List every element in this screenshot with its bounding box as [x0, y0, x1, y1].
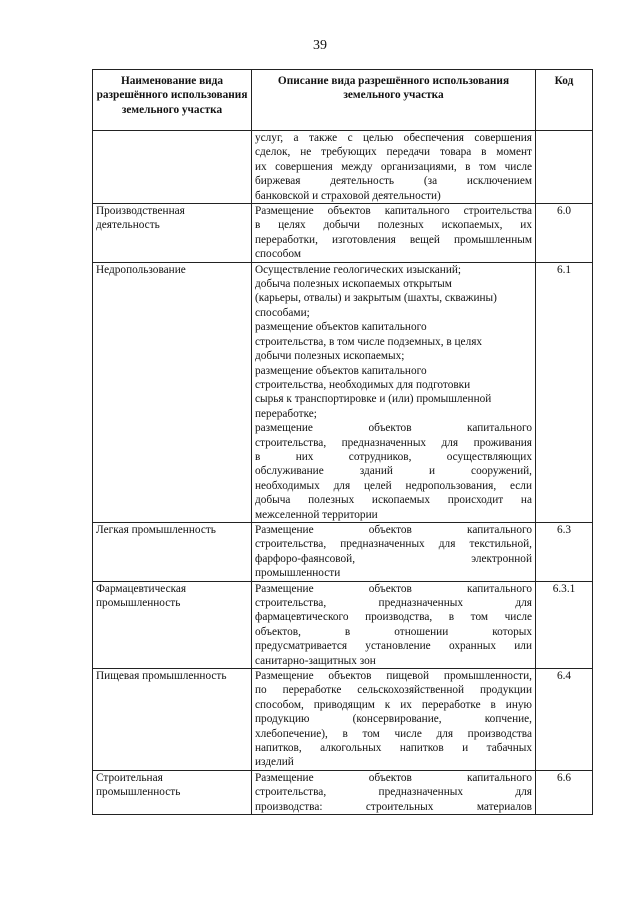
description-line: размещение объектов капитального [255, 364, 427, 377]
description-line: Осуществление геологических изысканий; [255, 263, 462, 276]
page-number: 39 [313, 38, 327, 53]
table-row [93, 131, 593, 204]
description-line: Размещение объектов капитального строительства [255, 205, 532, 218]
description-line: Размещение объектов пищевой промышленности, [255, 670, 532, 683]
description-line: переработке; [255, 407, 317, 420]
description-line: способами; [255, 306, 310, 319]
description-line: в них сотрудников, осуществляющих [255, 450, 532, 463]
table-header-row [93, 70, 593, 131]
description-line: (карьеры, отвалы) и закрытым (шахты, скважины) [255, 292, 497, 305]
description-line: напитков, алкогольных напитков и табачных [255, 742, 532, 755]
description-line: строительства, предназначенных для текстильной, [255, 538, 532, 551]
description-line: Размещение объектов капитального [255, 523, 532, 536]
header-name: Наименование вида разрешённого использования земельного участка [93, 70, 252, 131]
land-use-name: Фармацевтическая промышленность [93, 581, 252, 668]
description-line: их совершения между организациями, в том числе [255, 160, 532, 173]
land-use-description [252, 669, 536, 771]
land-use-name [93, 131, 252, 204]
description-line: продукцию (консервирование, копчение, [255, 713, 532, 726]
header-description: Описание вида разрешённого использования земельного участка [252, 70, 536, 131]
description-line: услуг, а также с целью обеспечения совершения [255, 132, 532, 144]
description-line: строительства, необходимых для подготовки [255, 378, 471, 391]
description-line: способом [255, 248, 301, 261]
description-line: фарфоро-фаянсовой, электронной [255, 552, 532, 565]
description-line: банковской и страховой деятельности) [255, 189, 441, 202]
description-line: необходимых для целей недропользования, если [255, 479, 532, 492]
land-use-name: Строительная промышленность [93, 770, 252, 814]
description-line: производства: строительных материалов [255, 800, 532, 813]
land-use-table [92, 69, 593, 815]
land-use-code: 6.3 [536, 522, 593, 581]
description-line: размещение объектов капитального [255, 321, 427, 334]
description-line: промышленности [255, 567, 341, 580]
description-line: хлебопечение), в том числе для производства [255, 727, 532, 740]
land-use-name: Недропользование [93, 262, 252, 522]
land-use-code: 6.0 [536, 204, 593, 263]
table-row [93, 669, 593, 771]
land-use-code: 6.3.1 [536, 581, 593, 668]
description-line: размещение объектов капитального [255, 422, 532, 435]
description-line: добыча полезных ископаемых происходит на [255, 494, 532, 507]
table-row [93, 262, 593, 522]
description-line: биржевая деятельность (за исключением [255, 175, 532, 188]
table-row [93, 770, 593, 814]
description-line: способом, приводящим к их переработке в иную [255, 698, 532, 711]
description-line: по переработке сельскохозяйственной продукции [255, 684, 532, 697]
description-line: сырья к транспортировке и (или) промышленной [255, 393, 492, 406]
description-line: переработки, изготовления вещей промышленным [255, 233, 532, 246]
description-line: санитарно-защитных зон [255, 654, 376, 667]
description-line: межселенной территории [255, 508, 378, 521]
description-line: фармацевтического производства, в том числе [255, 611, 532, 624]
land-use-description [252, 262, 536, 522]
description-line: строительства, предназначенных для проживания [255, 436, 532, 449]
land-use-name: Производственная деятельность [93, 204, 252, 263]
land-use-code: 6.6 [536, 770, 593, 814]
land-use-description [252, 131, 536, 204]
description-line: добыча полезных ископаемых открытым [255, 278, 452, 291]
header-code: Код [536, 70, 593, 131]
description-line: Размещение объектов капитального [255, 771, 532, 784]
land-use-description [252, 204, 536, 263]
description-line: изделий [255, 756, 294, 769]
land-use-description [252, 770, 536, 814]
land-use-code [536, 131, 593, 204]
land-use-name: Пищевая промышленность [93, 669, 252, 771]
land-use-description [252, 581, 536, 668]
description-line: сделок, не требующих передачи товара в момент [255, 146, 532, 159]
table-row [93, 522, 593, 581]
description-line: обслуживание зданий и сооружений, [255, 465, 532, 478]
land-use-code: 6.1 [536, 262, 593, 522]
land-use-name: Легкая промышленность [93, 522, 252, 581]
description-line: добычи полезных ископаемых; [255, 350, 405, 363]
description-line: предусматривается установление охранных или [255, 640, 532, 653]
table-row [93, 581, 593, 668]
land-use-code: 6.4 [536, 669, 593, 771]
description-line: в целях добычи полезных ископаемых, их [255, 219, 532, 232]
description-line: строительства, в том числе подземных, в целях [255, 335, 483, 348]
description-line: объектов, в отношении которых [255, 625, 532, 638]
land-use-description [252, 522, 536, 581]
description-line: строительства, предназначенных для [255, 597, 532, 609]
description-line: Размещение объектов капитального [255, 582, 532, 595]
description-line: строительства, предназначенных для [255, 786, 532, 799]
table-row [93, 204, 593, 263]
